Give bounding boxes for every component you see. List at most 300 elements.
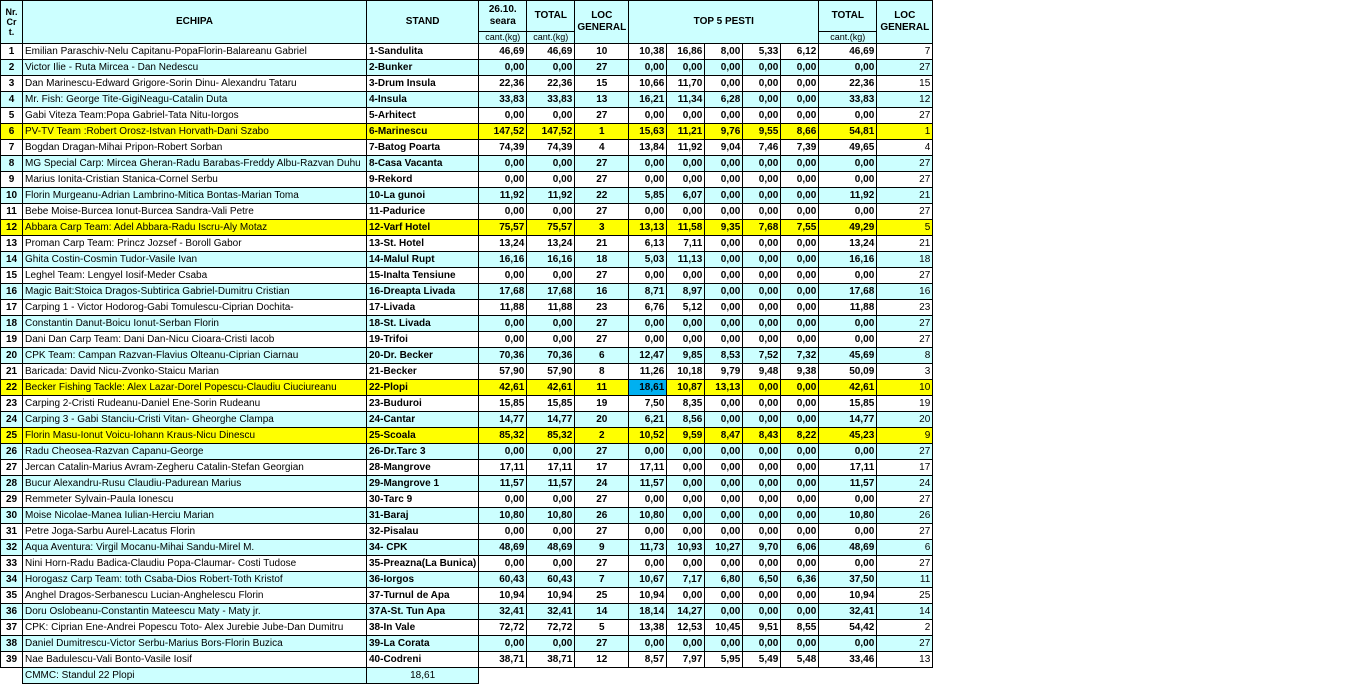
fish-cell[interactable]: 9,04 [705,140,743,156]
fish-cell[interactable]: 0,00 [667,524,705,540]
fish-cell[interactable]: 8,22 [781,428,819,444]
stand-cell[interactable]: 37-Turnul de Apa [367,588,479,604]
fish-cell[interactable]: 10,38 [629,44,667,60]
stand-cell[interactable]: 22-Plopi [367,380,479,396]
total2-cell[interactable]: 0,00 [819,492,877,508]
fish-cell[interactable]: 0,00 [743,76,781,92]
row-nr[interactable]: 35 [1,588,23,604]
total2-cell[interactable]: 32,41 [819,604,877,620]
fish-cell[interactable]: 0,00 [667,268,705,284]
loc-cell[interactable]: 2 [575,428,629,444]
loc-cell[interactable]: 27 [575,204,629,220]
total2-cell[interactable]: 0,00 [819,172,877,188]
header-total2[interactable]: TOTAL [819,1,877,32]
day-weight-cell[interactable]: 15,85 [479,396,527,412]
header-date[interactable]: 26.10. seara [479,1,527,32]
team-cell[interactable]: Doru Oslobeanu-Constantin Mateescu Maty - Maty jr. [23,604,367,620]
fish-cell[interactable]: 9,79 [705,364,743,380]
total-cell[interactable]: 0,00 [527,268,575,284]
row-nr[interactable]: 5 [1,108,23,124]
day-weight-cell[interactable]: 70,36 [479,348,527,364]
total2-cell[interactable]: 45,69 [819,348,877,364]
fish-cell[interactable]: 0,00 [667,588,705,604]
total-cell[interactable]: 72,72 [527,620,575,636]
fish-cell[interactable]: 5,95 [705,652,743,668]
fish-cell[interactable]: 8,55 [781,620,819,636]
fish-cell[interactable]: 15,63 [629,124,667,140]
stand-cell[interactable]: 12-Varf Hotel [367,220,479,236]
fish-cell[interactable]: 5,03 [629,252,667,268]
loc2-cell[interactable]: 27 [877,268,933,284]
fish-cell[interactable]: 0,00 [743,268,781,284]
total-cell[interactable]: 0,00 [527,332,575,348]
row-nr[interactable]: 3 [1,76,23,92]
fish-cell[interactable]: 6,80 [705,572,743,588]
fish-cell[interactable]: 0,00 [667,460,705,476]
loc2-cell[interactable]: 21 [877,188,933,204]
stand-cell[interactable]: 28-Mangrove [367,460,479,476]
fish-cell[interactable]: 6,07 [667,188,705,204]
stand-cell[interactable]: 1-Sandulita [367,44,479,60]
loc2-cell[interactable]: 27 [877,60,933,76]
stand-cell[interactable]: 24-Cantar [367,412,479,428]
fish-cell[interactable]: 9,35 [705,220,743,236]
total-cell[interactable]: 0,00 [527,204,575,220]
loc-cell[interactable]: 20 [575,412,629,428]
fish-cell[interactable]: 10,80 [629,508,667,524]
total2-cell[interactable]: 22,36 [819,76,877,92]
row-nr[interactable]: 13 [1,236,23,252]
fish-cell[interactable]: 13,84 [629,140,667,156]
header-loc[interactable]: LOC GENERAL [575,1,629,44]
stand-cell[interactable]: 11-Padurice [367,204,479,220]
total2-cell[interactable]: 11,57 [819,476,877,492]
loc-cell[interactable]: 10 [575,44,629,60]
loc2-cell[interactable]: 14 [877,604,933,620]
total2-cell[interactable]: 33,46 [819,652,877,668]
header-loc2[interactable]: LOC GENERAL [877,1,933,44]
day-weight-cell[interactable]: 85,32 [479,428,527,444]
team-cell[interactable]: Emilian Paraschiv-Nelu Capitanu-PopaFlorin-Balareanu Gabriel [23,44,367,60]
team-cell[interactable]: Victor Ilie - Ruta Mircea - Dan Nedescu [23,60,367,76]
loc-cell[interactable]: 27 [575,60,629,76]
fish-cell[interactable]: 0,00 [781,252,819,268]
total2-cell[interactable]: 48,69 [819,540,877,556]
stand-cell[interactable]: 32-Pisalau [367,524,479,540]
total-cell[interactable]: 17,68 [527,284,575,300]
total-cell[interactable]: 10,80 [527,508,575,524]
fish-cell[interactable]: 10,52 [629,428,667,444]
team-cell[interactable]: Horogasz Carp Team: toth Csaba-Dios Robert-Toth Kristof [23,572,367,588]
total2-cell[interactable]: 49,65 [819,140,877,156]
total2-cell[interactable]: 15,85 [819,396,877,412]
total-cell[interactable]: 48,69 [527,540,575,556]
fish-cell[interactable]: 18,14 [629,604,667,620]
fish-cell[interactable]: 9,85 [667,348,705,364]
stand-cell[interactable]: 18-St. Livada [367,316,479,332]
loc2-cell[interactable]: 19 [877,396,933,412]
stand-cell[interactable]: 40-Codreni [367,652,479,668]
fish-cell[interactable]: 10,93 [667,540,705,556]
total-cell[interactable]: 11,57 [527,476,575,492]
loc2-cell[interactable]: 9 [877,428,933,444]
fish-cell[interactable]: 0,00 [705,236,743,252]
row-nr[interactable]: 7 [1,140,23,156]
total2-cell[interactable]: 0,00 [819,60,877,76]
fish-cell[interactable]: 0,00 [705,76,743,92]
day-weight-cell[interactable]: 147,52 [479,124,527,140]
total-cell[interactable]: 38,71 [527,652,575,668]
fish-cell[interactable]: 7,46 [743,140,781,156]
team-cell[interactable]: Bogdan Dragan-Mihai Pripon-Robert Sorban [23,140,367,156]
row-nr[interactable]: 14 [1,252,23,268]
row-nr[interactable]: 24 [1,412,23,428]
total-cell[interactable]: 0,00 [527,156,575,172]
total2-cell[interactable]: 10,80 [819,508,877,524]
fish-cell[interactable]: 0,00 [743,396,781,412]
row-nr[interactable]: 11 [1,204,23,220]
fish-cell[interactable]: 0,00 [781,316,819,332]
loc-cell[interactable]: 27 [575,332,629,348]
fish-cell[interactable]: 8,71 [629,284,667,300]
row-nr[interactable]: 26 [1,444,23,460]
fish-cell[interactable]: 0,00 [667,204,705,220]
loc2-cell[interactable]: 12 [877,92,933,108]
fish-cell[interactable]: 0,00 [667,316,705,332]
row-nr[interactable]: 2 [1,60,23,76]
fish-cell[interactable]: 0,00 [705,188,743,204]
loc-cell[interactable]: 27 [575,268,629,284]
stand-cell[interactable]: 26-Dr.Tarc 3 [367,444,479,460]
loc-cell[interactable]: 23 [575,300,629,316]
total-cell[interactable]: 10,94 [527,588,575,604]
total2-cell[interactable]: 0,00 [819,636,877,652]
stand-cell[interactable]: 13-St. Hotel [367,236,479,252]
total-cell[interactable]: 147,52 [527,124,575,140]
day-weight-cell[interactable]: 0,00 [479,332,527,348]
total-cell[interactable]: 0,00 [527,636,575,652]
fish-cell[interactable]: 13,13 [629,220,667,236]
fish-cell[interactable]: 11,13 [667,252,705,268]
fish-cell[interactable]: 0,00 [743,492,781,508]
day-weight-cell[interactable]: 11,57 [479,476,527,492]
stand-cell[interactable]: 10-La gunoi [367,188,479,204]
fish-cell[interactable]: 0,00 [743,108,781,124]
fish-cell[interactable]: 0,00 [705,172,743,188]
fish-cell[interactable]: 0,00 [743,604,781,620]
fish-cell[interactable]: 0,00 [743,172,781,188]
total-cell[interactable]: 60,43 [527,572,575,588]
fish-cell[interactable]: 0,00 [667,156,705,172]
fish-cell[interactable]: 5,49 [743,652,781,668]
loc2-cell[interactable]: 7 [877,44,933,60]
total2-cell[interactable]: 14,77 [819,412,877,428]
loc2-cell[interactable]: 27 [877,172,933,188]
day-weight-cell[interactable]: 0,00 [479,524,527,540]
fish-cell[interactable]: 0,00 [781,396,819,412]
row-nr[interactable]: 31 [1,524,23,540]
loc2-cell[interactable]: 15 [877,76,933,92]
stand-cell[interactable]: 37A-St. Tun Apa [367,604,479,620]
fish-cell[interactable]: 17,11 [629,460,667,476]
team-cell[interactable]: Ghita Costin-Cosmin Tudor-Vasile Ivan [23,252,367,268]
total-cell[interactable]: 70,36 [527,348,575,364]
fish-cell[interactable]: 8,00 [705,44,743,60]
loc-cell[interactable]: 27 [575,524,629,540]
loc2-cell[interactable]: 25 [877,588,933,604]
team-cell[interactable]: Radu Cheosea-Razvan Capanu-George [23,444,367,460]
fish-cell[interactable]: 0,00 [743,412,781,428]
loc-cell[interactable]: 14 [575,604,629,620]
team-cell[interactable]: Aqua Aventura: Virgil Mocanu-Mihai Sandu-Mirel M. [23,540,367,556]
fish-cell[interactable]: 6,06 [781,540,819,556]
total2-cell[interactable]: 50,09 [819,364,877,380]
fish-cell[interactable]: 0,00 [743,284,781,300]
loc2-cell[interactable]: 18 [877,252,933,268]
team-cell[interactable]: Carping 2-Cristi Rudeanu-Daniel Ene-Sorin Rudeanu [23,396,367,412]
loc-cell[interactable]: 27 [575,492,629,508]
fish-cell[interactable]: 0,00 [629,556,667,572]
total-cell[interactable]: 57,90 [527,364,575,380]
row-nr[interactable]: 32 [1,540,23,556]
loc-cell[interactable]: 5 [575,620,629,636]
loc2-cell[interactable]: 27 [877,636,933,652]
fish-cell[interactable]: 0,00 [743,236,781,252]
team-cell[interactable]: Nini Horn-Radu Badica-Claudiu Popa-Claumar- Costi Tudose [23,556,367,572]
fish-cell[interactable]: 0,00 [629,636,667,652]
fish-cell[interactable]: 0,00 [629,492,667,508]
day-weight-cell[interactable]: 72,72 [479,620,527,636]
total-cell[interactable]: 0,00 [527,316,575,332]
stand-cell[interactable]: 19-Trifoi [367,332,479,348]
fish-cell[interactable]: 8,97 [667,284,705,300]
header-stand[interactable]: STAND [367,1,479,44]
loc2-cell[interactable]: 26 [877,508,933,524]
team-cell[interactable]: Bucur Alexandru-Rusu Claudiu-Padurean Marius [23,476,367,492]
fish-cell[interactable]: 0,00 [743,300,781,316]
header-top5[interactable]: TOP 5 PESTI [629,1,819,44]
row-nr[interactable]: 36 [1,604,23,620]
loc-cell[interactable]: 27 [575,156,629,172]
fish-cell[interactable]: 10,27 [705,540,743,556]
total2-cell[interactable]: 46,69 [819,44,877,60]
day-weight-cell[interactable]: 0,00 [479,172,527,188]
fish-cell[interactable]: 0,00 [781,444,819,460]
row-nr[interactable]: 29 [1,492,23,508]
loc-cell[interactable]: 21 [575,236,629,252]
fish-cell[interactable]: 16,21 [629,92,667,108]
fish-cell[interactable]: 0,00 [705,60,743,76]
loc2-cell[interactable]: 6 [877,540,933,556]
loc-cell[interactable]: 17 [575,460,629,476]
total2-cell[interactable]: 54,42 [819,620,877,636]
day-weight-cell[interactable]: 48,69 [479,540,527,556]
row-nr[interactable]: 22 [1,380,23,396]
fish-cell[interactable]: 0,00 [781,524,819,540]
total-cell[interactable]: 46,69 [527,44,575,60]
fish-cell[interactable]: 0,00 [629,108,667,124]
day-weight-cell[interactable]: 11,88 [479,300,527,316]
total-cell[interactable]: 0,00 [527,108,575,124]
row-nr[interactable]: 17 [1,300,23,316]
loc-cell[interactable]: 3 [575,220,629,236]
fish-cell[interactable]: 13,13 [705,380,743,396]
fish-cell[interactable]: 16,86 [667,44,705,60]
day-weight-cell[interactable]: 33,83 [479,92,527,108]
stand-cell[interactable]: 15-Inalta Tensiune [367,268,479,284]
total2-cell[interactable]: 11,88 [819,300,877,316]
row-nr[interactable]: 34 [1,572,23,588]
row-nr[interactable]: 25 [1,428,23,444]
team-cell[interactable]: CPK: Ciprian Ene-Andrei Popescu Toto- Alex Jurebie Jube-Dan Dumitru [23,620,367,636]
loc-cell[interactable]: 27 [575,108,629,124]
fish-cell[interactable]: 9,38 [781,364,819,380]
loc2-cell[interactable]: 27 [877,492,933,508]
fish-cell[interactable]: 0,00 [705,460,743,476]
loc-cell[interactable]: 12 [575,652,629,668]
fish-cell[interactable]: 0,00 [667,508,705,524]
fish-cell[interactable]: 5,85 [629,188,667,204]
fish-cell[interactable]: 0,00 [629,316,667,332]
fish-cell[interactable]: 11,34 [667,92,705,108]
loc2-cell[interactable]: 23 [877,300,933,316]
row-nr[interactable]: 18 [1,316,23,332]
total2-cell[interactable]: 49,29 [819,220,877,236]
loc2-cell[interactable]: 27 [877,156,933,172]
day-weight-cell[interactable]: 0,00 [479,492,527,508]
day-weight-cell[interactable]: 42,61 [479,380,527,396]
fish-cell[interactable]: 9,55 [743,124,781,140]
stand-cell[interactable]: 7-Batog Poarta [367,140,479,156]
fish-cell[interactable]: 0,00 [705,252,743,268]
day-weight-cell[interactable]: 0,00 [479,268,527,284]
fish-cell[interactable]: 0,00 [781,108,819,124]
fish-cell[interactable]: 0,00 [667,476,705,492]
total2-cell[interactable]: 13,24 [819,236,877,252]
fish-cell[interactable]: 5,48 [781,652,819,668]
team-cell[interactable]: Moise Nicolae-Manea Iulian-Herciu Marian [23,508,367,524]
loc2-cell[interactable]: 27 [877,556,933,572]
fish-cell[interactable]: 9,76 [705,124,743,140]
fish-cell[interactable]: 6,28 [705,92,743,108]
fish-cell[interactable]: 8,35 [667,396,705,412]
fish-cell[interactable]: 0,00 [705,524,743,540]
team-cell[interactable]: Florin Murgeanu-Adrian Lambrino-Mitica Bontas-Marian Toma [23,188,367,204]
fish-cell[interactable]: 0,00 [743,188,781,204]
fish-cell[interactable]: 11,21 [667,124,705,140]
loc2-cell[interactable]: 11 [877,572,933,588]
footer-value[interactable]: 18,61 [367,668,479,684]
stand-cell[interactable]: 2-Bunker [367,60,479,76]
row-nr[interactable]: 12 [1,220,23,236]
row-nr[interactable]: 37 [1,620,23,636]
loc-cell[interactable]: 11 [575,380,629,396]
fish-cell[interactable]: 18,61 [629,380,667,396]
stand-cell[interactable]: 34- CPK [367,540,479,556]
team-cell[interactable]: Petre Joga-Sarbu Aurel-Lacatus Florin [23,524,367,540]
fish-cell[interactable]: 7,50 [629,396,667,412]
team-cell[interactable]: Gabi Viteza Team:Popa Gabriel-Tata Nitu-Iorgos [23,108,367,124]
team-cell[interactable]: PV-TV Team :Robert Orosz-Istvan Horvath-Dani Szabo [23,124,367,140]
fish-cell[interactable]: 8,47 [705,428,743,444]
fish-cell[interactable]: 9,70 [743,540,781,556]
row-nr[interactable]: 15 [1,268,23,284]
fish-cell[interactable]: 7,68 [743,220,781,236]
fish-cell[interactable]: 5,33 [743,44,781,60]
fish-cell[interactable]: 0,00 [705,492,743,508]
day-weight-cell[interactable]: 75,57 [479,220,527,236]
loc-cell[interactable]: 19 [575,396,629,412]
total2-cell[interactable]: 0,00 [819,268,877,284]
fish-cell[interactable]: 0,00 [743,476,781,492]
stand-cell[interactable]: 16-Dreapta Livada [367,284,479,300]
team-cell[interactable]: Dani Dan Carp Team: Dani Dan-Nicu Cioara-Cristi Iacob [23,332,367,348]
fish-cell[interactable]: 11,57 [629,476,667,492]
loc2-cell[interactable]: 21 [877,236,933,252]
stand-cell[interactable]: 29-Mangrove 1 [367,476,479,492]
total-cell[interactable]: 0,00 [527,444,575,460]
loc-cell[interactable]: 27 [575,444,629,460]
fish-cell[interactable]: 0,00 [705,284,743,300]
fish-cell[interactable]: 0,00 [743,444,781,460]
total2-cell[interactable]: 45,23 [819,428,877,444]
fish-cell[interactable]: 0,00 [629,332,667,348]
fish-cell[interactable]: 7,17 [667,572,705,588]
fish-cell[interactable]: 10,18 [667,364,705,380]
team-cell[interactable]: Florin Masu-Ionut Voicu-Iohann Kraus-Nicu Dinescu [23,428,367,444]
loc2-cell[interactable]: 13 [877,652,933,668]
day-weight-cell[interactable]: 0,00 [479,204,527,220]
row-nr[interactable]: 10 [1,188,23,204]
total2-cell[interactable]: 54,81 [819,124,877,140]
footer-label[interactable]: CMMC: Standul 22 Plopi [23,668,367,684]
header-total[interactable]: TOTAL [527,1,575,32]
day-weight-cell[interactable]: 16,16 [479,252,527,268]
day-weight-cell[interactable]: 11,92 [479,188,527,204]
stand-cell[interactable]: 4-Insula [367,92,479,108]
fish-cell[interactable]: 0,00 [781,300,819,316]
fish-cell[interactable]: 0,00 [781,588,819,604]
loc2-cell[interactable]: 27 [877,316,933,332]
loc2-cell[interactable]: 16 [877,284,933,300]
fish-cell[interactable]: 0,00 [705,508,743,524]
stand-cell[interactable]: 5-Arhitect [367,108,479,124]
row-nr[interactable]: 28 [1,476,23,492]
loc2-cell[interactable]: 27 [877,108,933,124]
stand-cell[interactable]: 30-Tarc 9 [367,492,479,508]
fish-cell[interactable]: 0,00 [705,156,743,172]
fish-cell[interactable]: 0,00 [781,556,819,572]
total2-cell[interactable]: 10,94 [819,588,877,604]
loc2-cell[interactable]: 3 [877,364,933,380]
stand-cell[interactable]: 31-Baraj [367,508,479,524]
fish-cell[interactable]: 0,00 [629,156,667,172]
fish-cell[interactable]: 0,00 [743,156,781,172]
total-cell[interactable]: 85,32 [527,428,575,444]
fish-cell[interactable]: 10,67 [629,572,667,588]
total2-cell[interactable]: 0,00 [819,156,877,172]
loc-cell[interactable]: 25 [575,588,629,604]
fish-cell[interactable]: 0,00 [743,60,781,76]
fish-cell[interactable]: 0,00 [705,300,743,316]
total2-cell[interactable]: 0,00 [819,556,877,572]
team-cell[interactable]: Anghel Dragos-Serbanescu Lucian-Anghelescu Florin [23,588,367,604]
team-cell[interactable]: Mr. Fish: George Tite-GigiNeagu-Catalin Duta [23,92,367,108]
fish-cell[interactable]: 5,12 [667,300,705,316]
day-weight-cell[interactable]: 60,43 [479,572,527,588]
fish-cell[interactable]: 6,12 [781,44,819,60]
row-nr[interactable]: 6 [1,124,23,140]
